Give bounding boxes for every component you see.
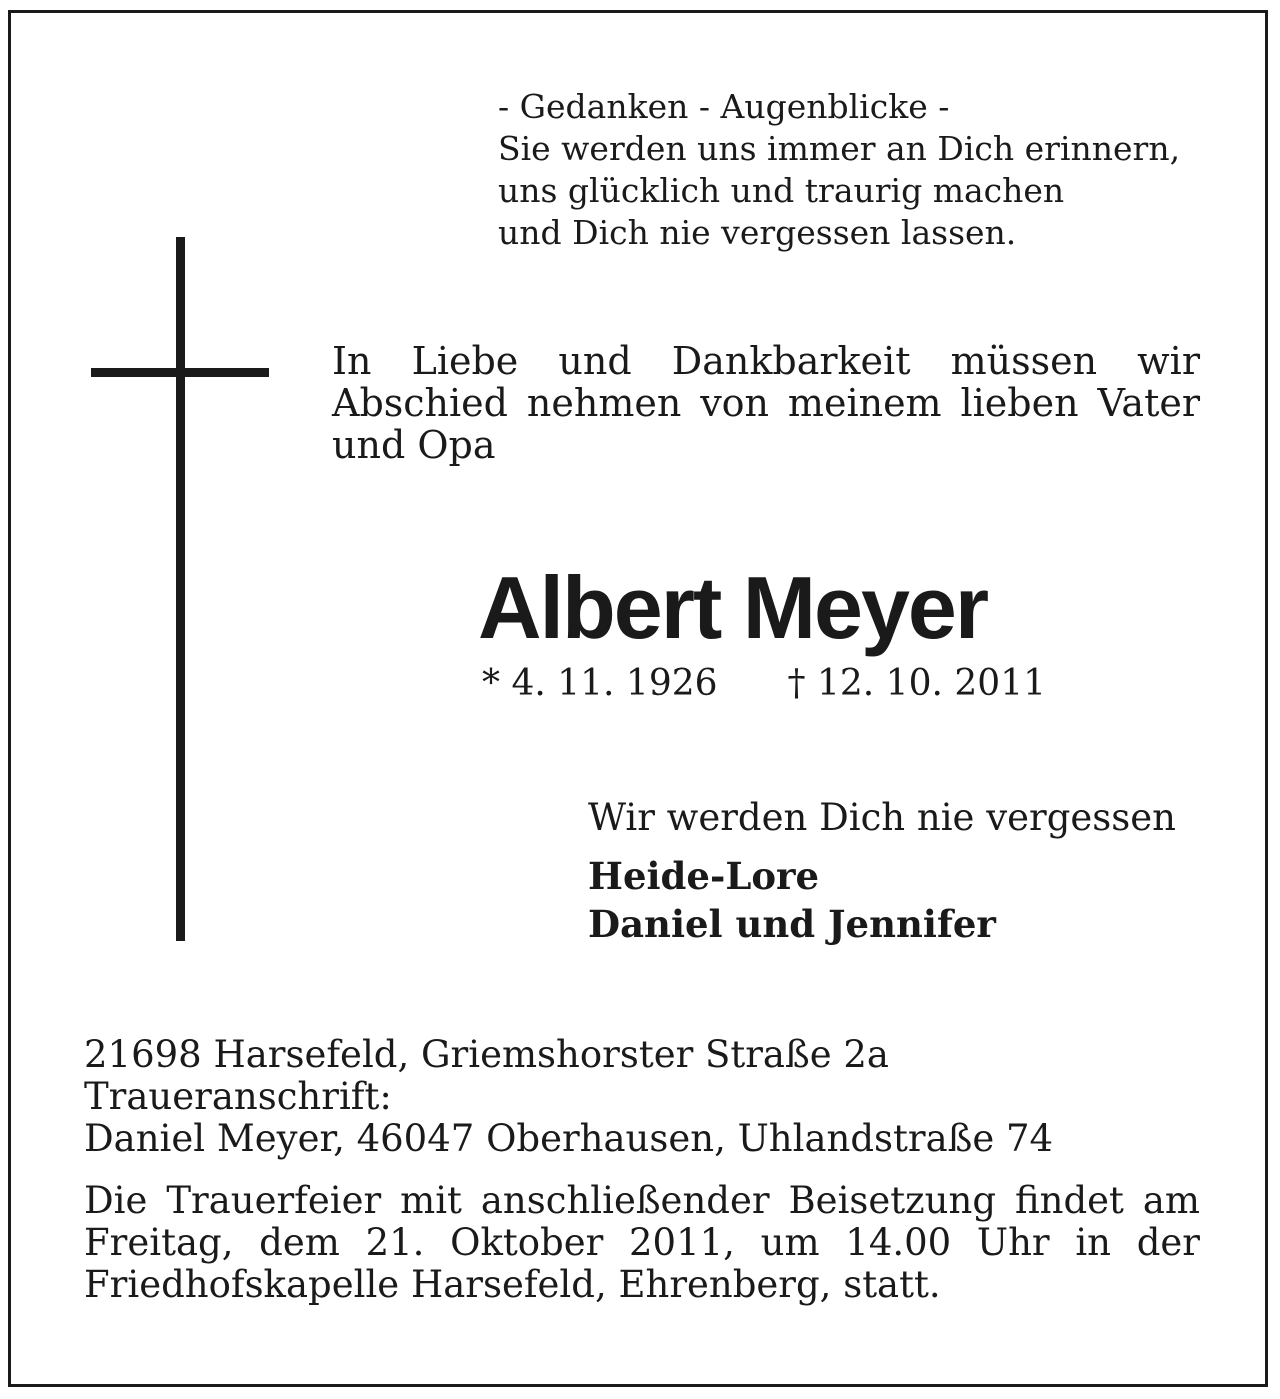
address-line: 21698 Harsefeld, Griemshorster Straße 2a — [84, 1033, 889, 1076]
cross-vertical-bar — [176, 237, 185, 941]
poem-line: uns glücklich und traurig machen — [498, 171, 1065, 210]
signer-name: Daniel und Jennifer — [588, 902, 996, 946]
death-date: † 12. 10. 2011 — [787, 663, 1046, 704]
address-label: Traueranschrift: — [84, 1075, 392, 1118]
poem-line: Sie werden uns immer an Dich erinnern, — [498, 129, 1181, 168]
deceased-name: Albert Meyer — [478, 558, 988, 657]
signers — [588, 852, 996, 948]
farewell-text: Wir werden Dich nie vergessen — [588, 796, 1176, 839]
address-block — [84, 1034, 1053, 1160]
poem-line: und Dich nie vergessen lassen. — [498, 213, 1017, 252]
cross-horizontal-bar — [91, 368, 269, 377]
address-line: Daniel Meyer, 46047 Oberhausen, Uhlandstraße 74 — [84, 1117, 1054, 1160]
poem-line: - Gedanken - Augenblicke - — [498, 87, 950, 126]
service-text: Die Trauerfeier mit anschließender Beisetzung findet am Freitag, dem 21. Oktober 2011, um 14.00 Uhr in der Friedhofskapelle Harsefeld, Ehrenberg, statt. — [84, 1179, 1200, 1306]
signer-name: Heide-Lore — [588, 854, 820, 898]
poem — [498, 86, 1218, 254]
life-dates — [482, 662, 1046, 706]
birth-date: * 4. 11. 1926 — [482, 663, 718, 704]
intro-text: In Liebe und Dankbarkeit müssen wir Abschied nehmen von meinem lieben Vater und Opa — [332, 339, 1200, 467]
